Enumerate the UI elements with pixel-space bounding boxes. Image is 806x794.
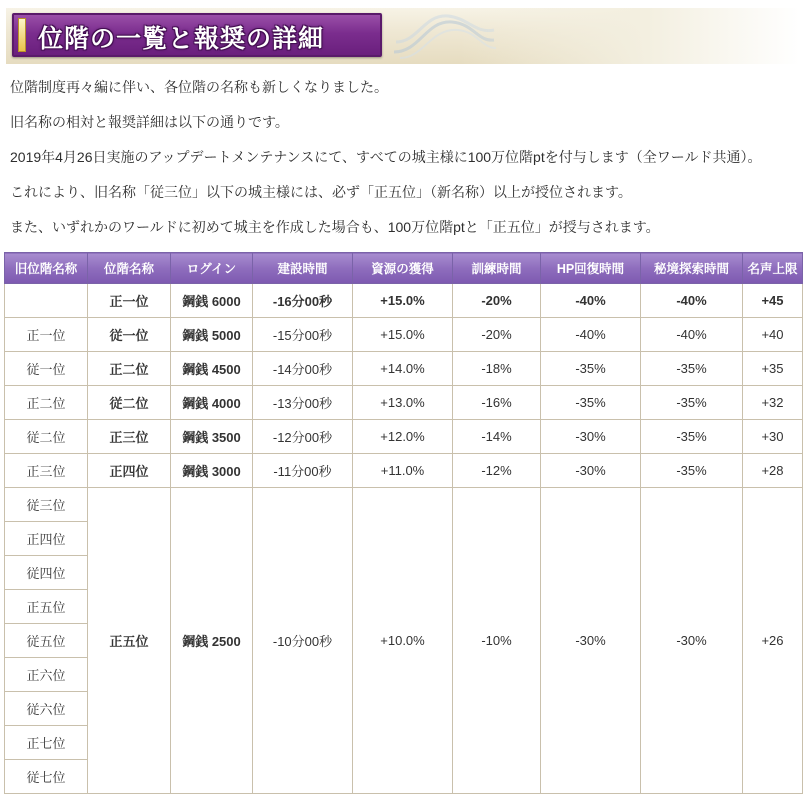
cell-exploration-time: -35% (641, 386, 743, 420)
table-row (5, 488, 803, 522)
cell-old-rank: 正二位 (5, 386, 88, 420)
cell-resource-gain: +14.0% (353, 352, 453, 386)
cell-login: 鋼銭 2500 (171, 488, 253, 794)
cell-old-rank: 従三位 (5, 488, 88, 522)
cell-login: 鋼銭 3000 (171, 454, 253, 488)
cell-rank: 正二位 (88, 352, 171, 386)
cell-old-rank: 従五位 (5, 624, 88, 658)
cell-exploration-time: -35% (641, 420, 743, 454)
page-banner (6, 8, 800, 64)
cell-resource-gain: +15.0% (353, 318, 453, 352)
column-header-resource-gain: 資源の獲得 (353, 253, 453, 284)
column-header-fame-cap: 名声上限 (743, 253, 803, 284)
cell-build-time: -12分00秒 (253, 420, 353, 454)
cell-old-rank: 正七位 (5, 726, 88, 760)
table-header-row (5, 253, 803, 284)
cell-login: 鋼銭 4000 (171, 386, 253, 420)
cell-hp-recovery-time: -35% (541, 386, 641, 420)
cell-login: 鋼銭 3500 (171, 420, 253, 454)
cell-exploration-time: -35% (641, 352, 743, 386)
table-row (5, 318, 803, 352)
column-header-exploration-time: 秘境探索時間 (641, 253, 743, 284)
column-header-hp-recovery-time: HP回復時間 (541, 253, 641, 284)
cell-build-time: -13分00秒 (253, 386, 353, 420)
cell-training-time: -20% (453, 318, 541, 352)
table-row (5, 386, 803, 420)
cell-exploration-time: -30% (641, 488, 743, 794)
cell-hp-recovery-time: -30% (541, 454, 641, 488)
cell-training-time: -10% (453, 488, 541, 794)
cell-training-time: -12% (453, 454, 541, 488)
cell-fame-cap: +26 (743, 488, 803, 794)
column-header-build-time: 建設時間 (253, 253, 353, 284)
page-title: 位階の一覧と報奨の詳細 (38, 25, 325, 53)
cell-hp-recovery-time: -30% (541, 488, 641, 794)
cell-old-rank: 従一位 (5, 352, 88, 386)
table-row (5, 454, 803, 488)
cell-fame-cap: +35 (743, 352, 803, 386)
intro-text (10, 78, 796, 236)
cell-resource-gain: +15.0% (353, 284, 453, 318)
cell-resource-gain: +12.0% (353, 420, 453, 454)
cell-training-time: -16% (453, 386, 541, 420)
cell-training-time: -14% (453, 420, 541, 454)
cell-old-rank: 従二位 (5, 420, 88, 454)
cell-exploration-time: -40% (641, 284, 743, 318)
cell-fame-cap: +40 (743, 318, 803, 352)
cell-old-rank: 正五位 (5, 590, 88, 624)
cell-build-time: -14分00秒 (253, 352, 353, 386)
intro-paragraph-4: これにより、旧名称「従三位」以下の城主様には、必ず「正五位」（新名称）以上が授位されます。 (10, 183, 632, 200)
cell-hp-recovery-time: -40% (541, 318, 641, 352)
cell-hp-recovery-time: -30% (541, 420, 641, 454)
cell-training-time: -20% (453, 284, 541, 318)
banner-accent-bar (18, 18, 26, 52)
cell-fame-cap: +28 (743, 454, 803, 488)
cell-rank: 正四位 (88, 454, 171, 488)
cell-build-time: -15分00秒 (253, 318, 353, 352)
cell-login: 鋼銭 5000 (171, 318, 253, 352)
table-row (5, 352, 803, 386)
cell-build-time: -16分00秒 (253, 284, 353, 318)
cell-build-time: -11分00秒 (253, 454, 353, 488)
cell-rank: 正三位 (88, 420, 171, 454)
cell-old-rank: 正六位 (5, 658, 88, 692)
intro-paragraph-1: 位階制度再々編に伴い、各位階の名称も新しくなりました。 (10, 79, 388, 95)
column-header-rank: 位階名称 (88, 253, 171, 284)
rank-reward-table (4, 252, 803, 794)
cell-exploration-time: -35% (641, 454, 743, 488)
cell-old-rank: 従七位 (5, 760, 88, 794)
cell-fame-cap: +32 (743, 386, 803, 420)
banner-fade (460, 8, 800, 64)
cell-old-rank: 正一位 (5, 318, 88, 352)
cell-fame-cap: +30 (743, 420, 803, 454)
cell-old-rank: 従四位 (5, 556, 88, 590)
page-root (0, 8, 806, 786)
cell-rank: 正一位 (88, 284, 171, 318)
cell-exploration-time: -40% (641, 318, 743, 352)
cell-rank: 正五位 (88, 488, 171, 794)
cell-hp-recovery-time: -35% (541, 352, 641, 386)
cell-login: 鋼銭 6000 (171, 284, 253, 318)
column-header-login: ログイン (171, 253, 253, 284)
cell-old-rank: 従六位 (5, 692, 88, 726)
cell-resource-gain: +10.0% (353, 488, 453, 794)
intro-paragraph-2: 旧名称の相対と報奨詳細は以下の通りです。 (10, 113, 289, 130)
rank-table-wrapper (4, 252, 802, 794)
column-header-training-time: 訓練時間 (453, 253, 541, 284)
cell-rank: 従一位 (88, 318, 171, 352)
cell-old-rank: 正四位 (5, 522, 88, 556)
cell-resource-gain: +13.0% (353, 386, 453, 420)
intro-paragraph-5: また、いずれかのワールドに初めて城主を作成した場合も、100万位階ptと「正五位」が授与されます。 (10, 218, 660, 235)
cell-build-time: -10分00秒 (253, 488, 353, 794)
cell-old-rank (5, 284, 88, 318)
table-row (5, 420, 803, 454)
cell-hp-recovery-time: -40% (541, 284, 641, 318)
intro-paragraph-3: 2019年4月26日実施のアップデートメンテナンスにて、すべての城主様に100万位階ptを付与します（全ワールド共通）。 (10, 148, 762, 165)
cell-old-rank: 正三位 (5, 454, 88, 488)
cell-training-time: -18% (453, 352, 541, 386)
cell-fame-cap: +45 (743, 284, 803, 318)
cell-rank: 従二位 (88, 386, 171, 420)
cell-resource-gain: +11.0% (353, 454, 453, 488)
cell-login: 鋼銭 4500 (171, 352, 253, 386)
column-header-old-rank: 旧位階名称 (5, 253, 88, 284)
table-row (5, 284, 803, 318)
